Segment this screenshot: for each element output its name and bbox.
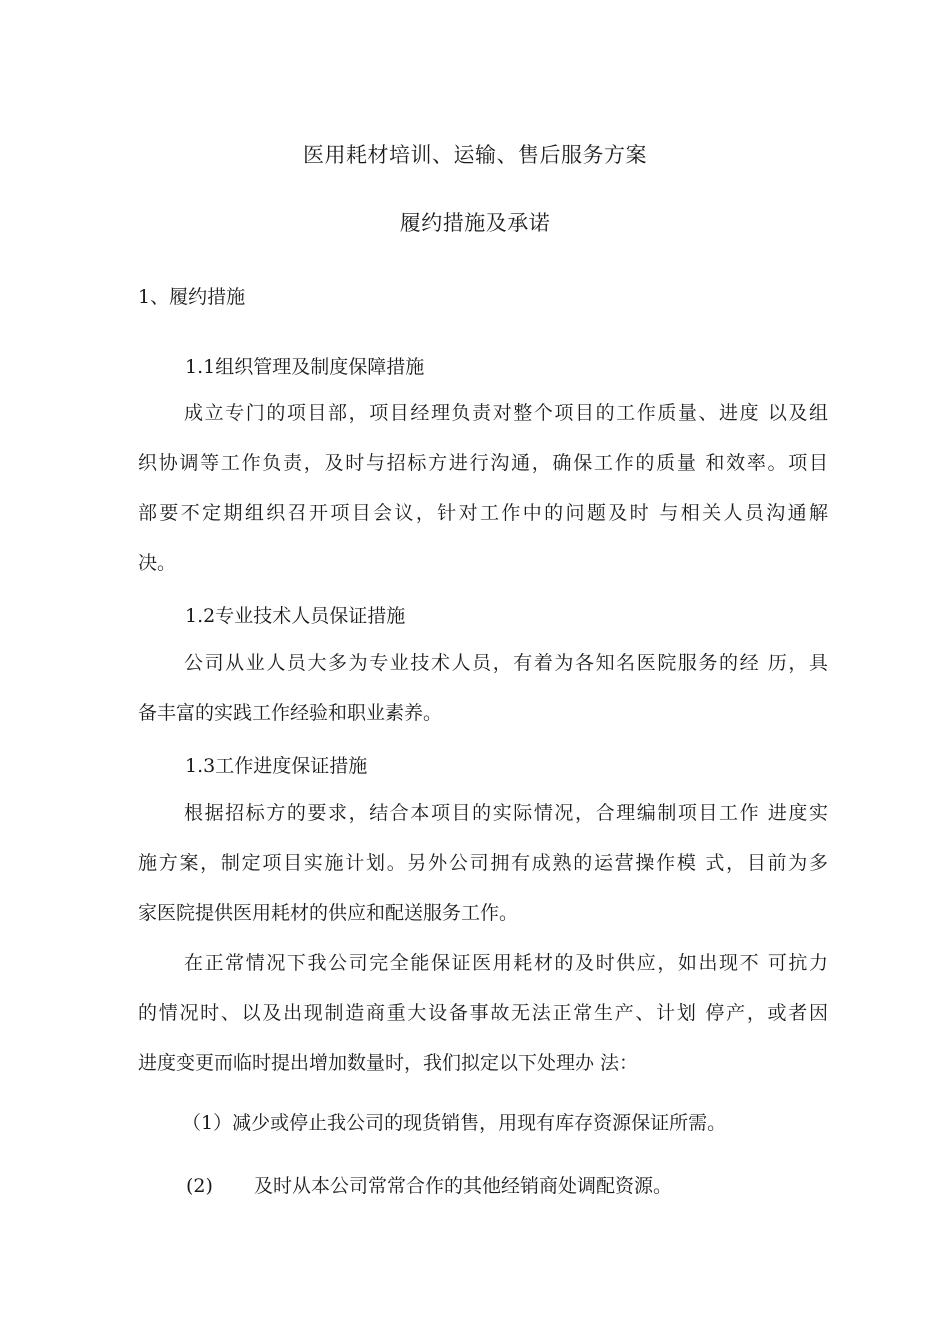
list-item-text: 及时从本公司常常合作的其他经销商处调配资源。 — [254, 1175, 673, 1197]
list-item-1 — [182, 1108, 726, 1135]
paragraph-line: 织协调等工作负责，及时与招标方进行沟通，确保工作的质量 和效率。项目 — [138, 452, 828, 474]
paragraph-1-3-contingency — [138, 938, 828, 1088]
paragraph-line: 根据招标方的要求，结合本项目的实际情况，合理编制项目工作 进度实 — [184, 802, 828, 824]
paragraph-1-2 — [138, 638, 828, 738]
list-item-2 — [186, 1171, 672, 1198]
paragraph-line: 部要不定期组织召开项目会议，针对工作中的问题及时 与相关人员沟通解 — [138, 502, 828, 524]
subsection-heading-1-2: 1.2专业技术人员保证措施 — [185, 605, 406, 627]
paragraph-line: 进度变更而临时提出增加数量时，我们拟定以下处理办 法： — [138, 1052, 639, 1074]
paragraph-line: 备丰富的实践工作经验和职业素养。 — [138, 702, 443, 724]
paragraph-line: 成立专门的项目部，项目经理负责对整个项目的工作质量、进度 以及组 — [184, 402, 828, 424]
list-marker: (2) — [186, 1175, 213, 1197]
document-subtitle: 履约措施及承诺 — [399, 211, 551, 235]
subsection-heading-1-1: 1.1组织管理及制度保障措施 — [185, 356, 425, 378]
paragraph-line: 施方案，制定项目实施计划。另外公司拥有成熟的运营操作模 式，目前为多 — [138, 852, 828, 874]
paragraph-line: 在正常情况下我公司完全能保证医用耗材的及时供应，如出现不 可抗力 — [184, 952, 828, 974]
subsection-heading-1-3: 1.3工作进度保证措施 — [185, 755, 368, 777]
document-title: 医用耗材培训、运输、售后服务方案 — [303, 143, 647, 167]
paragraph-line: 家医院提供医用耗材的供应和配送服务工作。 — [138, 902, 519, 924]
list-marker: （1） — [182, 1112, 233, 1134]
paragraph-line: 决。 — [138, 552, 177, 574]
paragraph-line: 公司从业人员大多为专业技术人员，有着为各知名医院服务的经 历，具 — [184, 652, 828, 674]
paragraph-line: 的情况时、以及出现制造商重大设备事故无法正常生产、计划 停产，或者因 — [138, 1002, 828, 1024]
paragraph-1-1 — [138, 388, 828, 588]
section-heading: 1、履约措施 — [138, 286, 246, 308]
paragraph-1-3 — [138, 788, 828, 938]
list-item-text: 减少或停止我公司的现货销售，用现有库存资源保证所需。 — [232, 1112, 727, 1134]
